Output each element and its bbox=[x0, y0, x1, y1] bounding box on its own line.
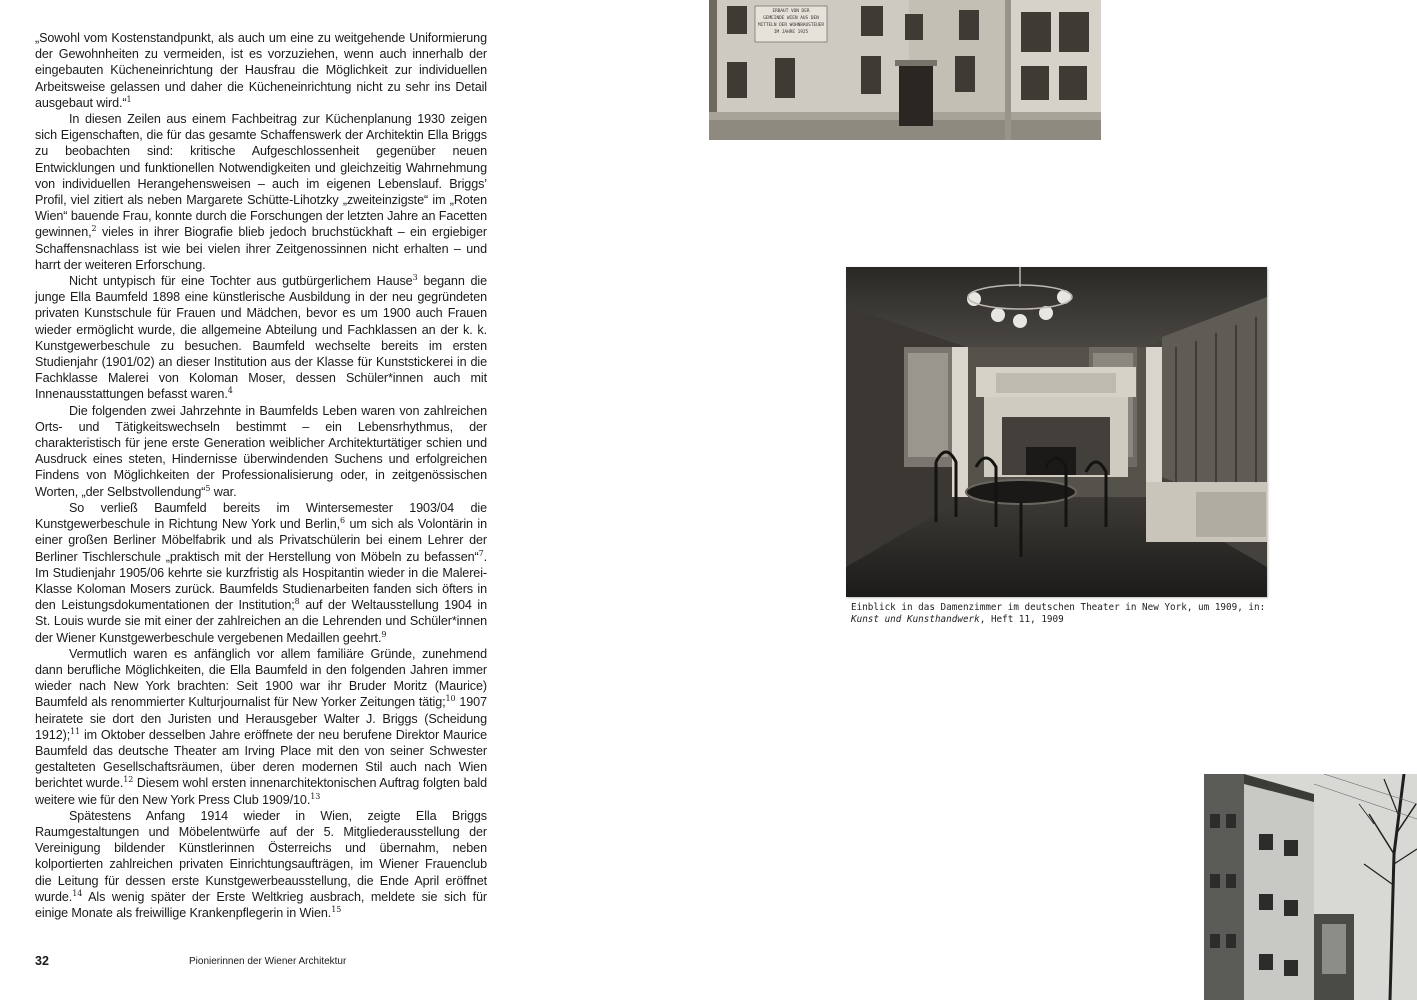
footnote-marker[interactable]: 4 bbox=[227, 386, 233, 396]
page-number: 32 bbox=[35, 954, 49, 968]
plaque-line-1: ERBAUT VON DER bbox=[772, 9, 810, 14]
body-text-column bbox=[35, 30, 487, 921]
photo-caption bbox=[851, 602, 1271, 626]
body-paragraph bbox=[35, 500, 487, 646]
paragraph-text: Nicht untypisch für eine Tochter aus gutbürgerlichem Hause bbox=[69, 274, 413, 289]
plaque-line-4: IM JAHRE 1925 bbox=[773, 30, 809, 35]
caption-line-1: Einblick in das Damenzimmer im deutschen Theater in New York, um 1909, in: bbox=[851, 602, 1266, 613]
paragraph-text: . Im Studienjahr 1905/06 kehrte sie kurzfristig als Hospitantin wieder in die Malerei-Klasse Koloman Mosers zurück. Baumfelds Studienarbeiten fanden sich öfters in den Leistungsdokumentationen der Institution; bbox=[35, 549, 487, 613]
paragraph-text: „Sowohl vom Kostenstandpunkt, als auch um eine zu weitgehende Uniformierung der Gewohnheiten zu vermeiden, ist es vorzuziehen, wenn auch innerhalb der eingebauten Kücheneinrichtung der Hausfrau die Möglichkeit zur individuellen Arbeitsweise gelassen und daher die Kücheneinrichtung nicht zu sehr ins Detail ausgebaut wird.“ bbox=[35, 31, 487, 110]
footnote-marker[interactable]: 2 bbox=[91, 224, 97, 234]
footnote-marker[interactable]: 8 bbox=[294, 597, 300, 607]
paragraph-text: im Oktober desselben Jahre eröffnete der neu berufene Direktor Maurice Baumfeld das deutsche Theater am Irving Place mit den von seiner Schwester gestalteten Gesellschaftsräumen, über deren modernen Stil auch nach Wien berichtet wurde. bbox=[35, 727, 487, 791]
plaque-line-2: GEMEINDE WIEN AUS DEN bbox=[763, 16, 819, 21]
footnote-marker[interactable]: 10 bbox=[445, 694, 456, 704]
body-paragraph bbox=[35, 273, 487, 403]
paragraph-text: vieles in ihrer Biografie blieb jedoch bruchstückhaft – ein ergiebiger Schaffensnachlass ist wie bei vielen ihrer Zeitgenossinnen nicht erhalten – und harrt der weiteren Erforschung. bbox=[35, 225, 487, 272]
footnote-marker[interactable]: 3 bbox=[412, 273, 418, 283]
footnote-marker[interactable]: 7 bbox=[478, 548, 484, 558]
caption-source-title: Kunst und Kunsthandwerk bbox=[851, 614, 980, 625]
footnote-marker[interactable]: 15 bbox=[331, 904, 342, 914]
paragraph-text: So verließ Baumfeld bereits im Wintersemester 1903/04 die Kunstgewerbeschule in Richtung New York und Berlin, bbox=[35, 500, 487, 532]
photo-modern-building bbox=[1204, 774, 1417, 1000]
paragraph-text: begann die junge Ella Baumfeld 1898 eine künstlerische Ausbildung in der neu gegründeten privaten Kunstschule für Frauen und Mädchen, bevor es um 1900 auch Frauen wieder ermöglicht wurde, die allgemeine Abteilung und Fachklassen an der k. k. Kunstgewerbeschule zu besuchen. Baumfeld wechselte bereits im ersten Studienjahr (1901/02) an dieser Institution aus der Klasse für Kunststickerei in die Fachklasse Malerei von Koloman Moser, dessen Schüler*innen auch mit Innenausstattungen befasst waren. bbox=[35, 274, 487, 402]
footnote-marker[interactable]: 14 bbox=[72, 888, 83, 898]
caption-source-issue: , Heft 11, 1909 bbox=[979, 614, 1064, 625]
paragraph-text: Als wenig später der Erste Weltkrieg ausbrach, meldete sie sich für einige Monate als freiwillige Krankenpflegerin in Wien. bbox=[35, 889, 487, 920]
footnote-marker[interactable]: 12 bbox=[123, 775, 134, 785]
footnote-marker[interactable]: 6 bbox=[340, 516, 346, 526]
body-paragraph bbox=[35, 30, 487, 111]
paragraph-text: Diesem wohl ersten innenarchitektonischen Auftrag folgten bald weitere wie für den New York Press Club 1909/10. bbox=[35, 776, 487, 807]
paragraph-text: Die folgenden zwei Jahrzehnte in Baumfelds Leben waren von zahlreichen Orts- und Tätigkeitswechseln bestimmt – ein Lebensrhythmus, der charakteristisch für jene erste Generation weiblicher Architekturtätiger schien und Ausdruck eines steten, Hindernisse überwindenden Suchens und erfolgreichen Findens von Möglichkeiten der Professionalisierung oder, in zeitgenössischen Worten, „der Selbstvollendung“ bbox=[35, 403, 487, 499]
footnote-marker[interactable]: 13 bbox=[310, 791, 321, 801]
paragraph-text: auf der Weltausstellung 1904 in St. Louis wurde sie mit einer der zahlreichen an die Lehrenden und Schüler*innen der Wiener Kunstgewerbeschule vergebenen Medaillen geehrt. bbox=[35, 598, 487, 645]
footnote-marker[interactable]: 9 bbox=[381, 629, 387, 639]
body-paragraph bbox=[35, 646, 487, 808]
paragraph-text: Spätestens Anfang 1914 wieder in Wien, zeigte Ella Briggs Raumgestaltungen und Möbelentwürfe auf der 5. Mitgliederausstellung der Vereinigung bildender Künstlerinnen Österreichs und übernahm, neben kolportierten zahlreichen privaten Einrichtungsaufträgen, im Wiener Frauenclub die Leitung für dessen erste Kunstgewerbeausstellung, die Ende April eröffnet wurde. bbox=[35, 808, 487, 904]
plaque-line-3: MITTELN DER WOHNBAUSTEUER bbox=[757, 23, 825, 28]
paragraph-text: Vermutlich waren es anfänglich vor allem familiäre Gründe, zunehmend dann berufliche Möglichkeiten, die Ella Baumfeld in den folgenden Jahren immer wieder nach New York brachten: Seit 1900 war ihr Bruder Moritz (Maurice) Baumfeld als renommierter Kulturjournalist für New Yorker Zeitungen tätig; bbox=[35, 646, 487, 710]
footnote-marker[interactable]: 11 bbox=[70, 726, 81, 736]
paragraph-text: In diesen Zeilen aus einem Fachbeitrag zur Küchenplanung 1930 zeigen sich Eigenschaften, die für das gesamte Schaffenswerk der Architektin Ella Briggs zu beobachten sind: kritische Aufgeschlossenheit gegenüber neuen Entwicklungen und funktionellen Notwendigkeiten und gleichzeitig Wahrnehmung von individuellen Herangehensweisen – auch im eigenen Lebenslauf. Briggs’ Profil, viel zitiert als neben Margarete Schütte-Lihotzky „zweiteinzigste“ im „Roten Wien“ bauende Frau, konnte durch die Forschungen der letzten Jahre an Facetten gewinnen, bbox=[35, 112, 487, 240]
body-paragraph bbox=[35, 403, 487, 500]
body-paragraph bbox=[35, 808, 487, 921]
photo-theater-interior bbox=[846, 267, 1267, 597]
caption-line-2 bbox=[851, 614, 1271, 626]
paragraph-text: um sich als Volontärin in einer großen Berliner Möbelfabrik und als Privatschülerin bei einem Lehrer der Berliner Tischlerschule „praktisch mit der Herstellung von Möbeln zu befassen“ bbox=[35, 517, 488, 564]
paragraph-text: war. bbox=[210, 484, 237, 499]
running-title: Pionierinnen der Wiener Architektur bbox=[189, 956, 347, 967]
footnote-marker[interactable]: 1 bbox=[126, 94, 132, 104]
footnote-marker[interactable]: 5 bbox=[205, 483, 211, 493]
paragraph-text: 1907 heiratete sie dort den Juristen und Herausgeber Walter J. Briggs (Scheidung 1912); bbox=[35, 695, 487, 742]
body-paragraph bbox=[35, 111, 487, 273]
photo-building-facade bbox=[709, 0, 1101, 140]
